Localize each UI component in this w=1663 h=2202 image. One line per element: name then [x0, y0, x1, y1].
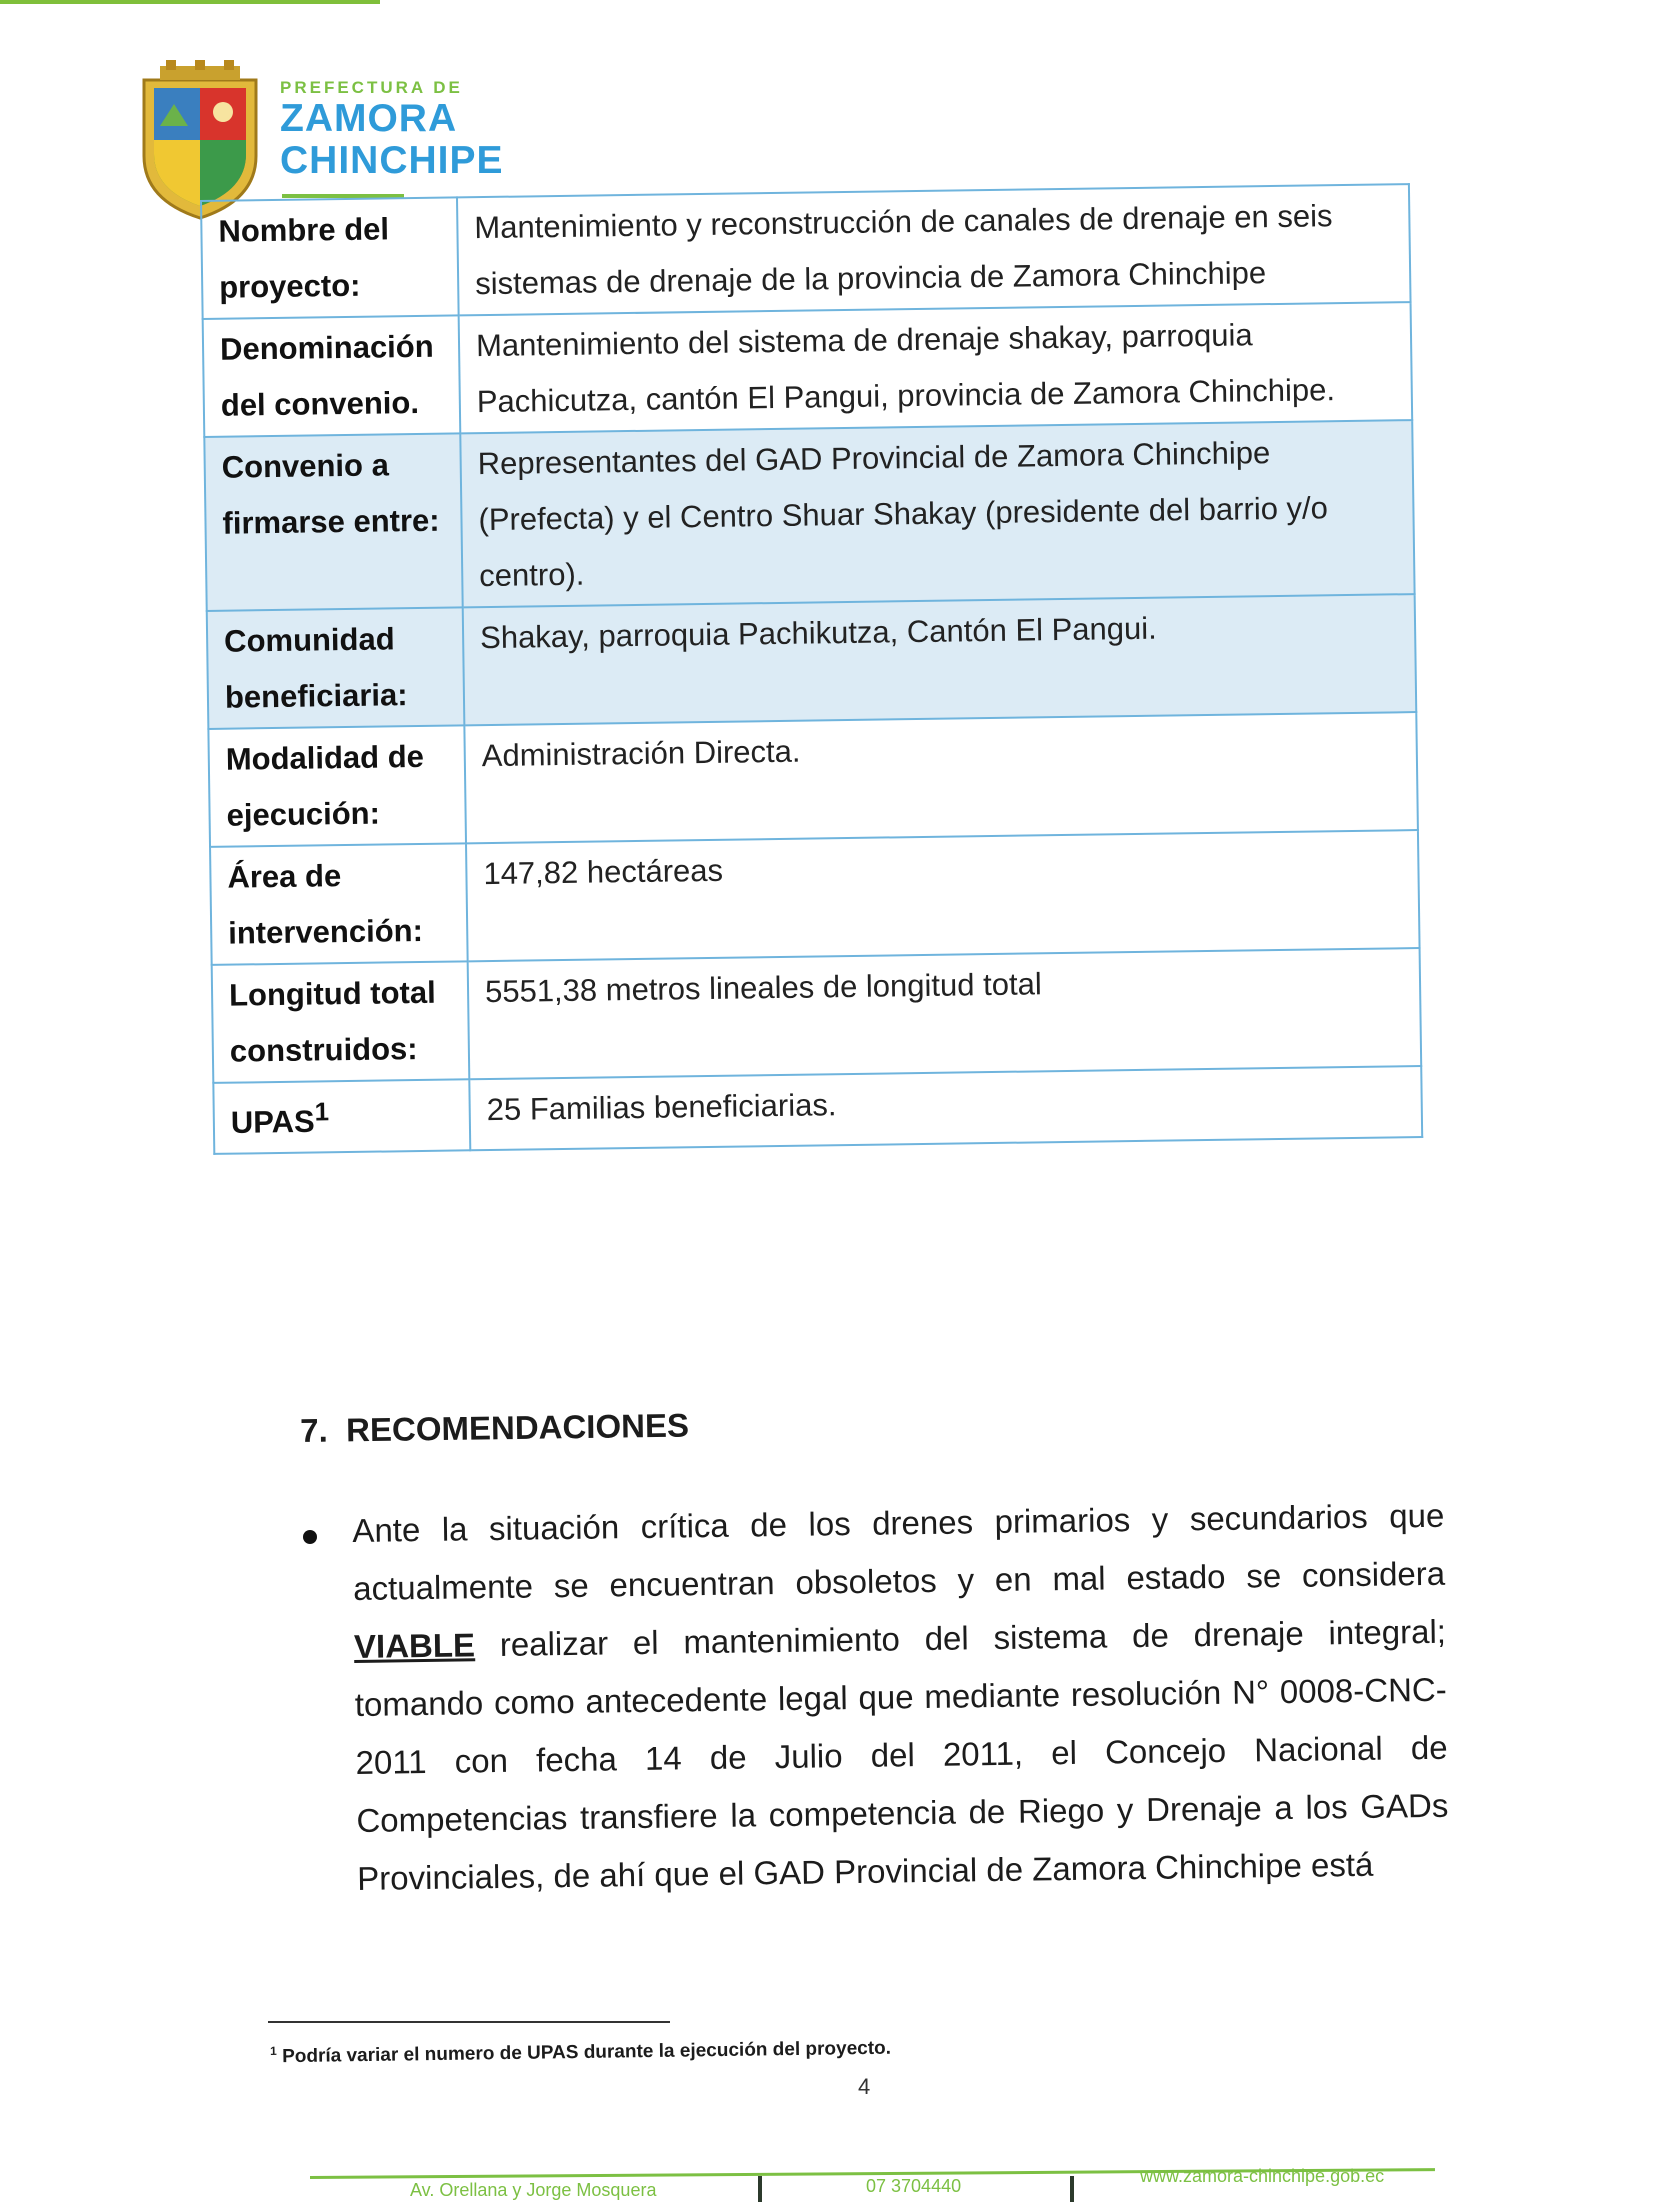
project-info-table: [200, 183, 1423, 1155]
footnote-marker: 1: [270, 2043, 277, 2058]
row-value: Mantenimiento y reconstrucción de canales de drenaje en seis sistemas de drenaje de la provincia de Zamora Chinchipe: [457, 184, 1411, 315]
row-label: Área de intervención:: [210, 843, 468, 965]
row-label: Nombre del proyecto:: [201, 197, 459, 319]
footnote-divider: [268, 2021, 670, 2023]
footer-address: Av. Orellana y Jorge Mosquera: [410, 2180, 657, 2200]
footer-phone: 07 3704440: [866, 2176, 962, 2196]
row-value: Representantes del GAD Provincial de Zamora Chinchipe (Prefecta) y el Centro Shuar Shakay (presidente del barrio y/o centro).: [460, 420, 1414, 607]
row-value: Administración Directa.: [464, 712, 1418, 843]
footnote-ref: 1: [314, 1098, 330, 1127]
footer-website[interactable]: www.zamora-chinchipe.gob.ec: [1140, 2166, 1385, 2186]
provincial-shield-logo: [138, 60, 262, 220]
row-value: 25 Familias beneficiarias.: [469, 1066, 1422, 1151]
row-value: Shakay, parroquia Pachikutza, Cantón El Pangui.: [463, 594, 1417, 725]
bullet-marker: [303, 1530, 317, 1544]
page-number: 4: [858, 2074, 871, 2099]
row-label: Convenio a firmarse entre:: [204, 433, 462, 611]
row-value: 5551,38 metros lineales de longitud total: [468, 948, 1422, 1079]
footnote-text: Podría variar el numero de UPAS durante la ejecución del proyecto.: [282, 2037, 892, 2068]
section-number: 7.: [300, 1411, 329, 1449]
table-row: [207, 594, 1417, 729]
table-row: [208, 712, 1418, 847]
project-table-wrapper: [200, 183, 1423, 1155]
row-value: 147,82 hectáreas: [466, 830, 1420, 961]
row-label: Denominación del convenio.: [203, 315, 461, 437]
row-value: Mantenimiento del sistema de drenaje shakay, parroquia Pachicutza, cantón El Pangui, provincia de Zamora Chinchipe.: [459, 302, 1413, 433]
brand-prefix: PREFECTURA DE: [280, 78, 463, 97]
table-row: [204, 420, 1414, 611]
brand-line-2: CHINCHIPE: [280, 139, 504, 182]
recommendation-paragraph: [352, 1487, 1450, 1908]
footnote: [270, 2035, 891, 2068]
row-label: Longitud total construidos:: [212, 961, 470, 1083]
row-label: Modalidad de ejecución:: [208, 725, 466, 847]
footer-separator: [758, 2176, 762, 2202]
section-heading: [300, 1407, 689, 1450]
top-accent-stripe: [0, 0, 380, 4]
paragraph-text-end: realizar el mantenimiento del sistema de drenaje integral; tomando como antecedente legal que mediante resolución N° 0008-CNC-2011 con fecha 14 de Julio del 2011, el Concejo Nacional de Competencias transfiere la competencia de Riego y Drenaje a los GADs Provinciales, de ahí que el GAD Provincial de Zamora Chinchipe está: [354, 1612, 1449, 1897]
upas-label: UPAS: [230, 1103, 315, 1140]
row-label: [213, 1079, 470, 1154]
row-label: Comunidad beneficiaria:: [207, 607, 465, 729]
footer-separator: [1070, 2176, 1074, 2202]
paragraph-text-start: Ante la situación crítica de los drenes primarios y secundarios que actualmente se encuentran obsoletos y en mal estado se considera: [352, 1496, 1446, 1607]
brand-wordmark: [280, 78, 504, 198]
viable-emphasis: VIABLE: [353, 1626, 476, 1665]
table-row: [210, 830, 1420, 965]
brand-line-1: ZAMORA: [280, 97, 458, 140]
table-row: [201, 184, 1411, 319]
table-row: [212, 948, 1422, 1083]
table-row: [203, 302, 1413, 437]
section-title: RECOMENDACIONES: [345, 1406, 690, 1449]
